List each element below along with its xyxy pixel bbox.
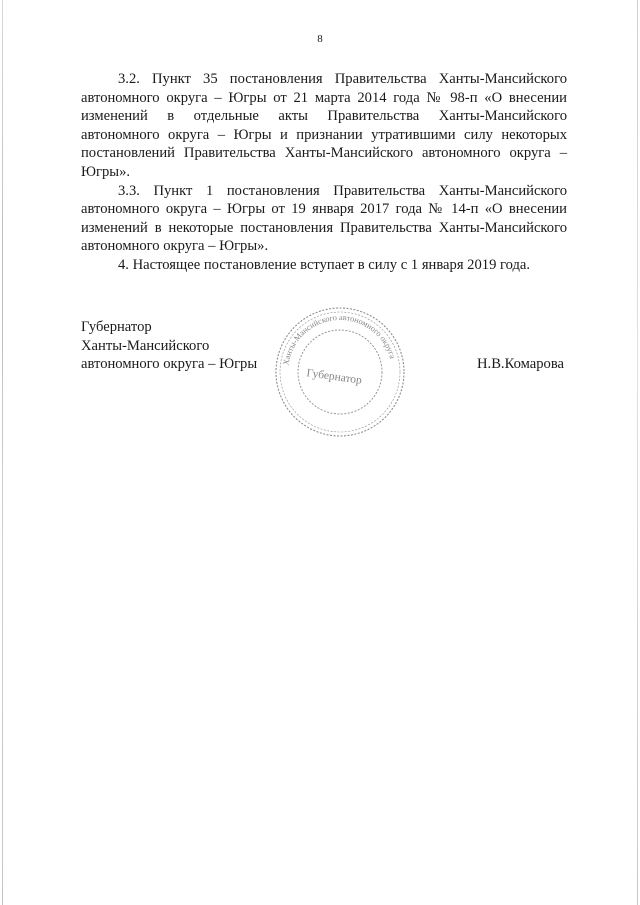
document-body [81, 70, 567, 275]
signatory-position-line-2: Ханты-Мансийского [81, 337, 210, 354]
page-number: 8 [317, 33, 323, 45]
signatory-position [81, 318, 257, 374]
scan-edge-left [2, 0, 3, 905]
signatory-position-line-3: автономного округа – Югры [81, 356, 258, 373]
seal-center-text: Губернатор [305, 367, 363, 387]
signer-name: Н.В.Комарова [477, 356, 564, 372]
paragraph-3-3: 3.3. Пункт 1 постановления Правительства Ханты-Мансийского автономного округа – Югры от 19 января 2017 года № 14-п «О внесении изменений в некоторые постановления Правительства Ханты-Мансийского автономного округа – Югры». [81, 182, 567, 255]
official-seal [270, 302, 410, 442]
seal-ring-text: Ханты-Мансийского автономного округа [281, 312, 398, 366]
paragraph-4: 4. Настоящее постановление вступает в силу с 1 января 2019 года. [118, 256, 531, 273]
paragraph-3-2: 3.2. Пункт 35 постановления Правительства Ханты-Мансийского автономного округа – Югры от 21 марта 2014 года № 98-п «О внесении изменений в отдельные акты Правительства Ханты-Мансийского автономного округа – Югры и признании утратившими силу некоторых постановлений Правительства Ханты-Мансийского автономного округа – Югры». [81, 71, 567, 180]
scan-edge-right [637, 0, 638, 905]
signatory-position-line-1: Губернатор [81, 319, 152, 335]
